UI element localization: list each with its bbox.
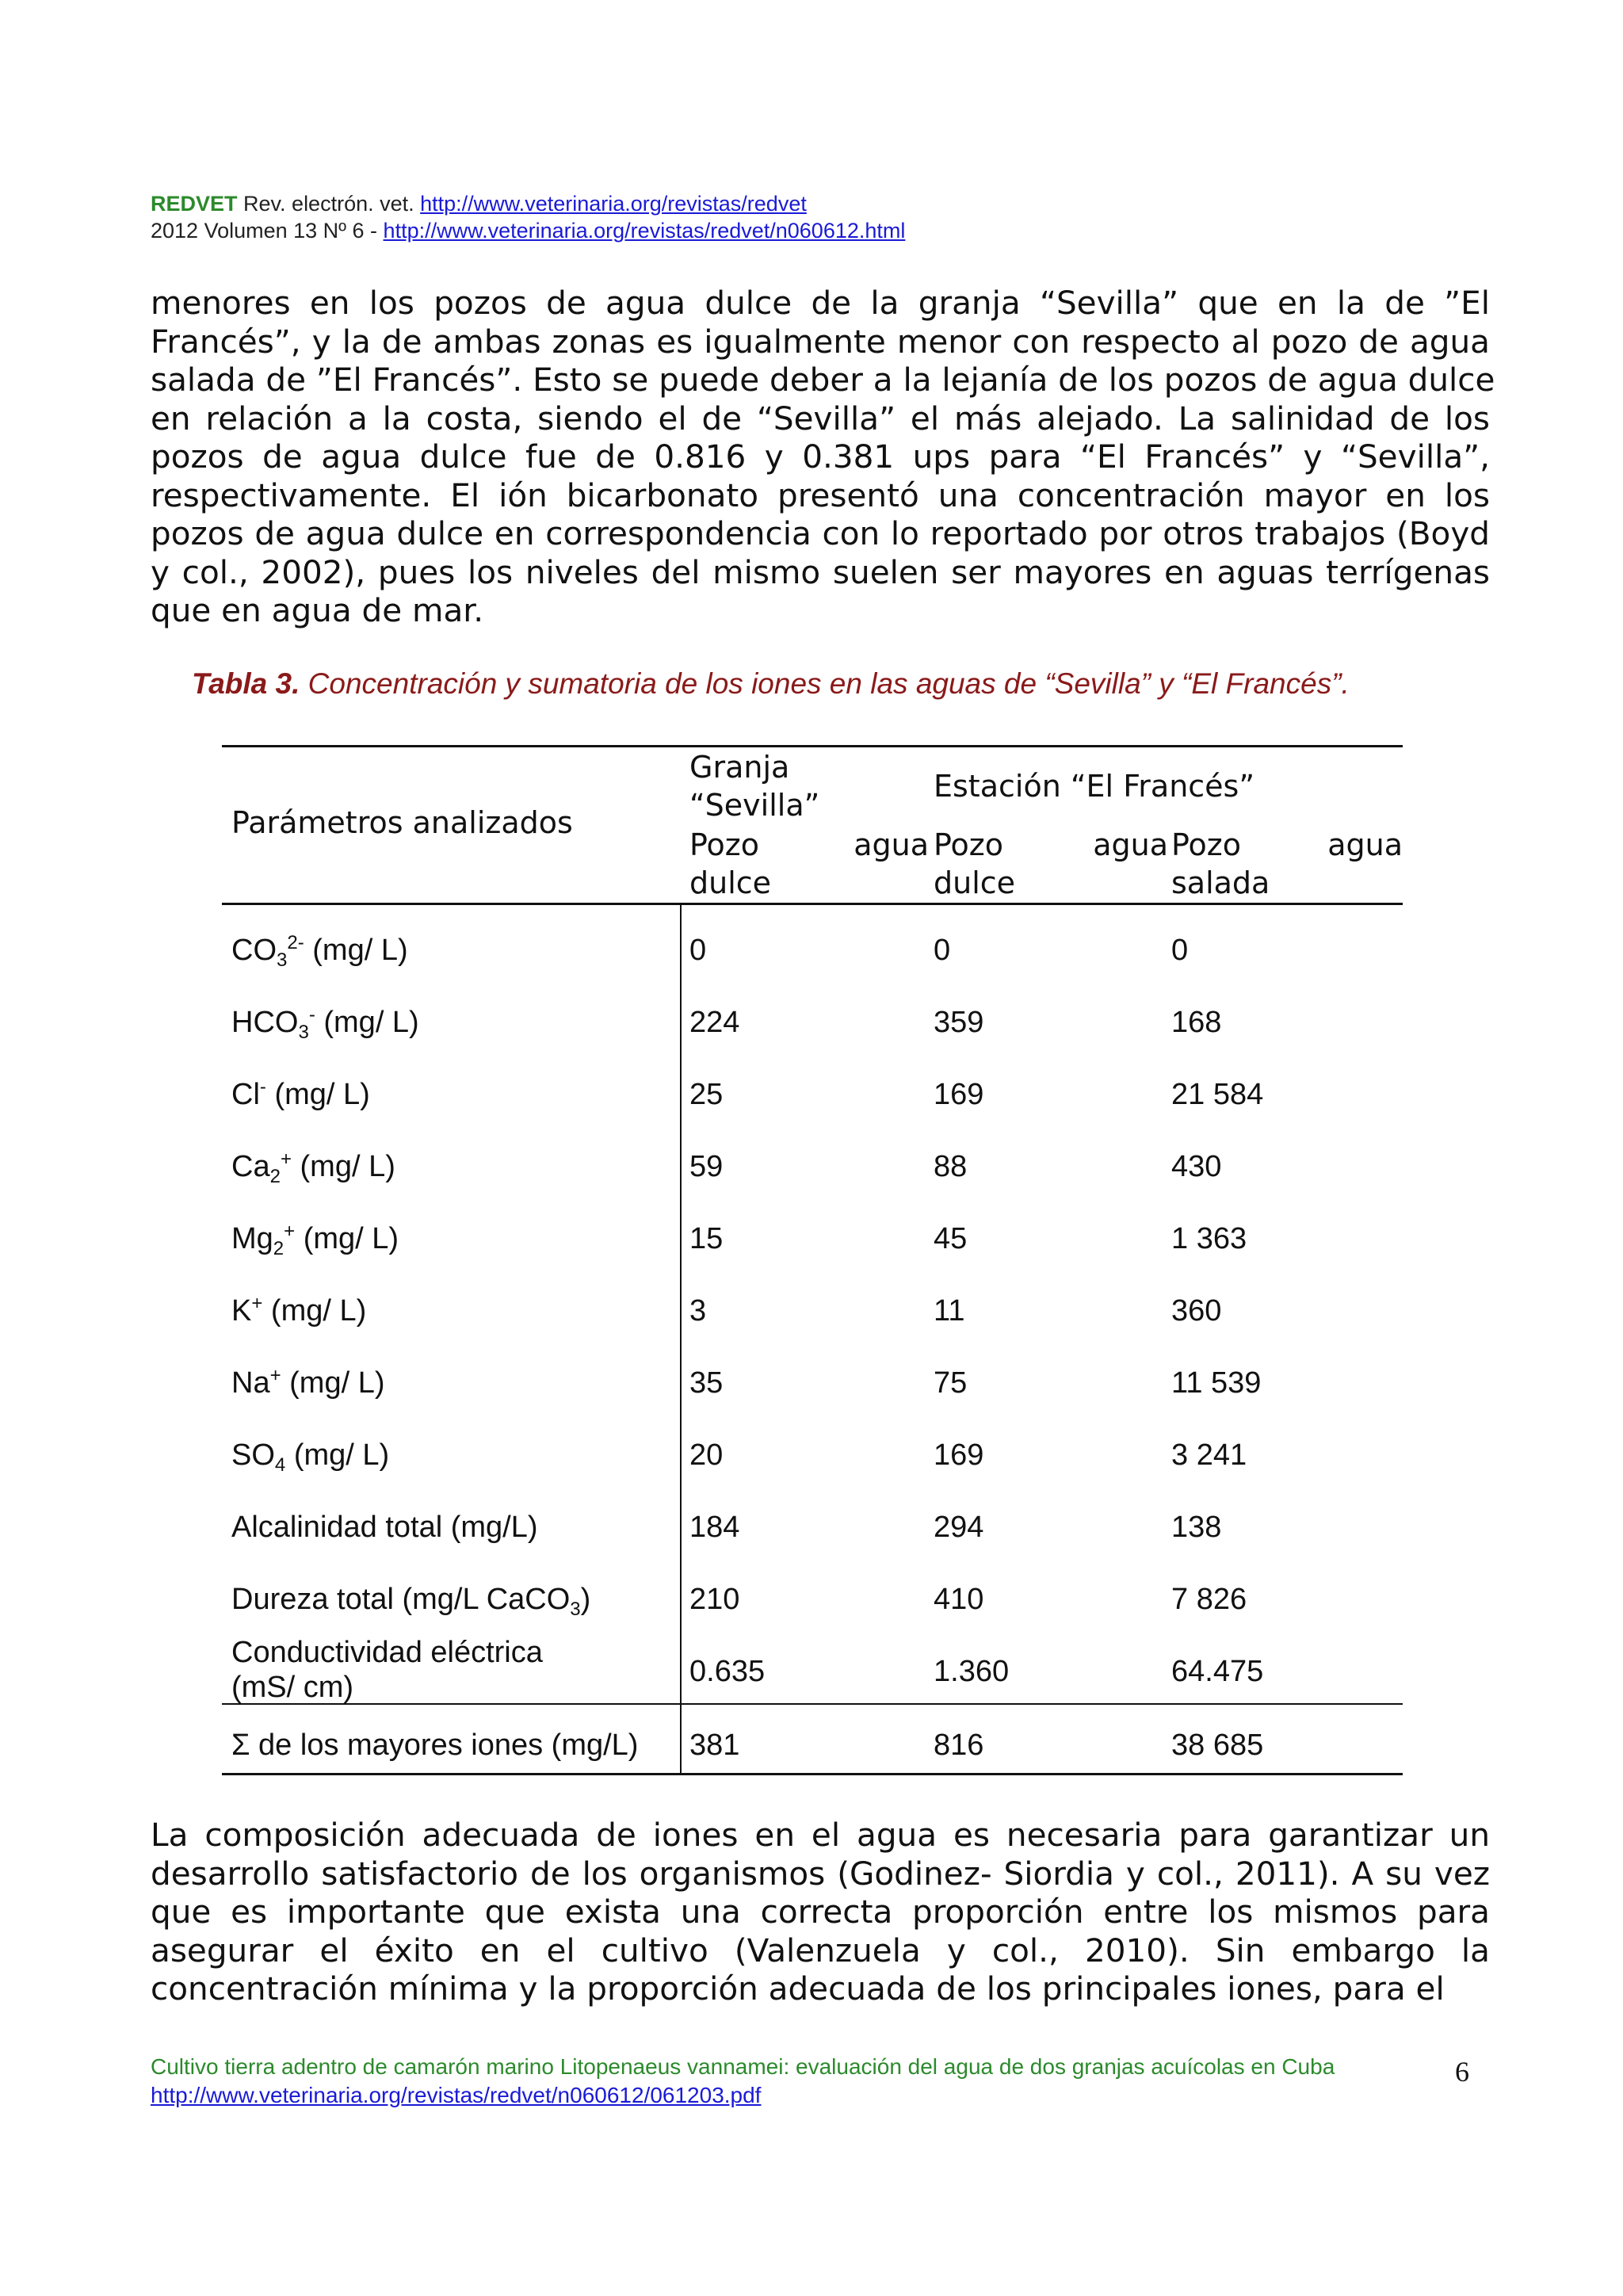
subheader-frances-pozo-salada <box>1171 826 1403 902</box>
paragraph-line: que en agua de mar. <box>151 591 484 629</box>
param-superscript: + <box>269 1365 281 1386</box>
param-subscript: 2 <box>273 1238 285 1259</box>
value-cell: 59 <box>689 1150 724 1183</box>
value-cell: 410 <box>934 1583 984 1616</box>
param-unit: ) <box>580 1583 591 1616</box>
value-cell: 359 <box>934 1006 984 1039</box>
issue-line <box>151 217 905 244</box>
sub3-word2: agua <box>1327 827 1403 862</box>
paragraph-line: pozos de agua dulce en correspondencia con lo reportado por otros trabajos (Boyd <box>151 514 1490 552</box>
sub3-word1: Pozo <box>1171 827 1242 862</box>
param-cell <box>231 1438 390 1476</box>
sub3-word3: salada <box>1171 865 1270 900</box>
value-cell: 138 <box>1171 1511 1222 1544</box>
paragraph-line: salada de ”El Francés”. Esto se puede deber a la lejanía de los pozos de agua dulce <box>151 361 1495 399</box>
value-cell: 0 <box>1171 934 1189 967</box>
param-superscript: + <box>251 1293 263 1314</box>
param-superscript: 2- <box>287 932 304 953</box>
group-header-sevilla <box>689 748 819 824</box>
value-cell: 11 539 <box>1171 1366 1262 1400</box>
paragraph-line: desarrollo satisfactorio de los organismos (Godinez- Siordia y col., 2011). A su vez <box>151 1854 1490 1893</box>
param-cell <box>231 1221 399 1259</box>
param-cell <box>231 1510 538 1545</box>
param-subscript: 2 <box>269 1166 281 1187</box>
value-cell: 169 <box>934 1438 984 1472</box>
subheader-frances-pozo-dulce <box>934 826 1168 902</box>
sub1-word2: agua <box>854 827 929 862</box>
param-unit: (mg/ L) <box>285 1438 390 1472</box>
group-header-sevilla-line2: “Sevilla” <box>689 788 820 823</box>
body-paragraph-2 <box>151 1816 1490 2008</box>
value-cell: 294 <box>934 1511 984 1544</box>
value-cell: 360 <box>1171 1294 1222 1328</box>
table-bottom-rule <box>222 1773 1403 1775</box>
param-name: Cl <box>231 1078 260 1111</box>
sub2-word3: dulce <box>934 865 1016 900</box>
param-cell <box>231 1728 638 1763</box>
ion-concentration-table <box>222 745 1403 1775</box>
param-cell <box>231 1293 366 1328</box>
param-name: Dureza total (mg/L CaCO <box>231 1583 571 1616</box>
paragraph-line: que es importante que exista una correcta proporción entre los mismos para <box>151 1893 1490 1931</box>
journal-name: Rev. electrón. vet. <box>237 192 421 216</box>
param-cell <box>231 1635 543 1705</box>
sub1-word1: Pozo <box>689 827 760 862</box>
param-subscript: 3 <box>277 949 288 971</box>
value-cell: 64.475 <box>1171 1655 1264 1688</box>
paragraph-line: La composición adecuada de iones en el agua es necesaria para garantizar un <box>151 1816 1490 1854</box>
table-caption <box>192 667 1350 701</box>
paragraph-line: pozos de agua dulce fue de 0.816 y 0.381 ups para “El Francés” y “Sevilla”, <box>151 437 1490 476</box>
paragraph-line: concentración mínima y la proporción adecuada de los principales iones, para el <box>151 1969 1445 2008</box>
param-cell <box>231 1582 591 1620</box>
journal-link[interactable]: http://www.veterinaria.org/revistas/redvet <box>420 192 807 216</box>
value-cell: 184 <box>689 1511 740 1544</box>
footer-article-title: Cultivo tierra adentro de camarón marino Litopenaeus vannamei: evaluación del agua de dos granjas acuícolas en Cuba <box>151 2054 1335 2079</box>
group-header-sevilla-line1: Granja <box>689 750 790 785</box>
issue-text: 2012 Volumen 13 Nº 6 - <box>151 219 384 243</box>
issue-link[interactable]: http://www.veterinaria.org/revistas/redvet/n060612.html <box>383 219 906 243</box>
table-caption-label: Tabla 3. <box>192 667 300 700</box>
value-cell: 816 <box>934 1729 984 1762</box>
journal-brand: REDVET <box>151 192 238 216</box>
paragraph-line: asegurar el éxito en el cultivo (Valenzuela y col., 2010). Sin embargo la <box>151 1931 1490 1969</box>
value-cell: 3 <box>689 1294 707 1328</box>
param-superscript: + <box>284 1221 296 1242</box>
table-caption-text: Concentración y sumatoria de los iones en las aguas de “Sevilla” y “El Francés”. <box>300 667 1350 700</box>
group-header-el-frances: Estación “El Francés” <box>934 769 1255 804</box>
table-top-rule <box>222 745 1403 747</box>
body-paragraph-1 <box>151 284 1495 630</box>
param-name: Alcalinidad total (mg/L) <box>231 1511 538 1544</box>
table-header-rule <box>222 903 1403 905</box>
param-name: Na <box>231 1366 270 1400</box>
param-name: SO <box>231 1438 275 1472</box>
value-cell: 45 <box>934 1222 968 1255</box>
param-superscript: - <box>308 1004 315 1026</box>
sub2-word1: Pozo <box>934 827 1004 862</box>
value-cell: 35 <box>689 1366 724 1400</box>
value-cell: 20 <box>689 1438 724 1472</box>
value-cell: 168 <box>1171 1006 1222 1039</box>
value-cell: 430 <box>1171 1150 1222 1183</box>
value-cell: 224 <box>689 1006 740 1039</box>
value-cell: 1 363 <box>1171 1222 1247 1255</box>
value-cell: 0 <box>689 934 707 967</box>
param-name: Ca <box>231 1150 270 1183</box>
value-cell: 210 <box>689 1583 740 1616</box>
value-cell: 1.360 <box>934 1655 1010 1688</box>
param-unit: (mg/ L) <box>295 1222 399 1255</box>
table-column-divider <box>680 904 682 1774</box>
value-cell: 0.635 <box>689 1655 766 1688</box>
param-name: CO <box>231 934 277 967</box>
param-unit: (mg/ L) <box>262 1294 367 1328</box>
param-subscript: 3 <box>570 1599 581 1620</box>
value-cell: 15 <box>689 1222 724 1255</box>
param-unit: (mg/ L) <box>265 1078 370 1111</box>
value-cell: 0 <box>934 934 951 967</box>
param-subscript: 4 <box>274 1454 286 1476</box>
param-name: Σ de los mayores iones (mg/L) <box>231 1729 639 1762</box>
value-cell: 75 <box>934 1366 968 1400</box>
value-cell: 3 241 <box>1171 1438 1247 1472</box>
param-name: Mg <box>231 1222 273 1255</box>
param-superscript: + <box>280 1148 292 1170</box>
param-unit: (mg/ L) <box>315 1006 419 1039</box>
paragraph-line: y col., 2002), pues los niveles del mismo suelen ser mayores en aguas terrígenas <box>151 552 1490 591</box>
value-cell: 88 <box>934 1150 968 1183</box>
page-number: 6 <box>1455 2056 1469 2088</box>
page-header <box>151 190 905 244</box>
param-name: HCO <box>231 1006 299 1039</box>
param-name: Conductividad eléctrica <box>231 1636 543 1669</box>
param-name: K <box>231 1294 252 1328</box>
journal-line <box>151 190 905 217</box>
param-header: Parámetros analizados <box>231 805 573 840</box>
paragraph-line: en relación a la costa, siendo el de “Sevilla” el más alejado. La salinidad de los <box>151 399 1490 437</box>
param-unit: (mg/ L) <box>281 1366 385 1400</box>
value-cell: 25 <box>689 1078 724 1111</box>
value-cell: 169 <box>934 1078 984 1111</box>
value-cell: 7 826 <box>1171 1583 1247 1616</box>
footer-article-link[interactable]: http://www.veterinaria.org/revistas/redvet/n060612/061203.pdf <box>151 2083 762 2107</box>
value-cell: 381 <box>689 1729 740 1762</box>
param-cell <box>231 932 408 971</box>
param-unit: (mg/ L) <box>304 934 408 967</box>
param-cell <box>231 1148 395 1187</box>
sub1-word3: dulce <box>689 865 772 900</box>
page-footer <box>151 2053 1335 2110</box>
subheader-sevilla-pozo-dulce <box>689 826 929 902</box>
param-cell <box>231 1366 385 1400</box>
paragraph-line: respectivamente. El ión bicarbonato presentó una concentración mayor en los <box>151 476 1490 514</box>
value-cell: 38 685 <box>1171 1729 1264 1762</box>
param-cell <box>231 1077 370 1112</box>
paragraph-line: menores en los pozos de agua dulce de la granja “Sevilla” que en la de ”El <box>151 284 1490 322</box>
param-unit: (mg/ L) <box>291 1150 395 1183</box>
param-cell <box>231 1004 419 1043</box>
param-superscript: - <box>259 1076 266 1098</box>
param-unit: (mS/ cm) <box>231 1671 354 1704</box>
value-cell: 11 <box>934 1294 965 1328</box>
param-subscript: 3 <box>298 1022 309 1043</box>
value-cell: 21 584 <box>1171 1078 1264 1111</box>
sub2-word2: agua <box>1093 827 1168 862</box>
paragraph-line: Francés”, y la de ambas zonas es igualmente menor con respecto al pozo de agua <box>151 322 1490 361</box>
